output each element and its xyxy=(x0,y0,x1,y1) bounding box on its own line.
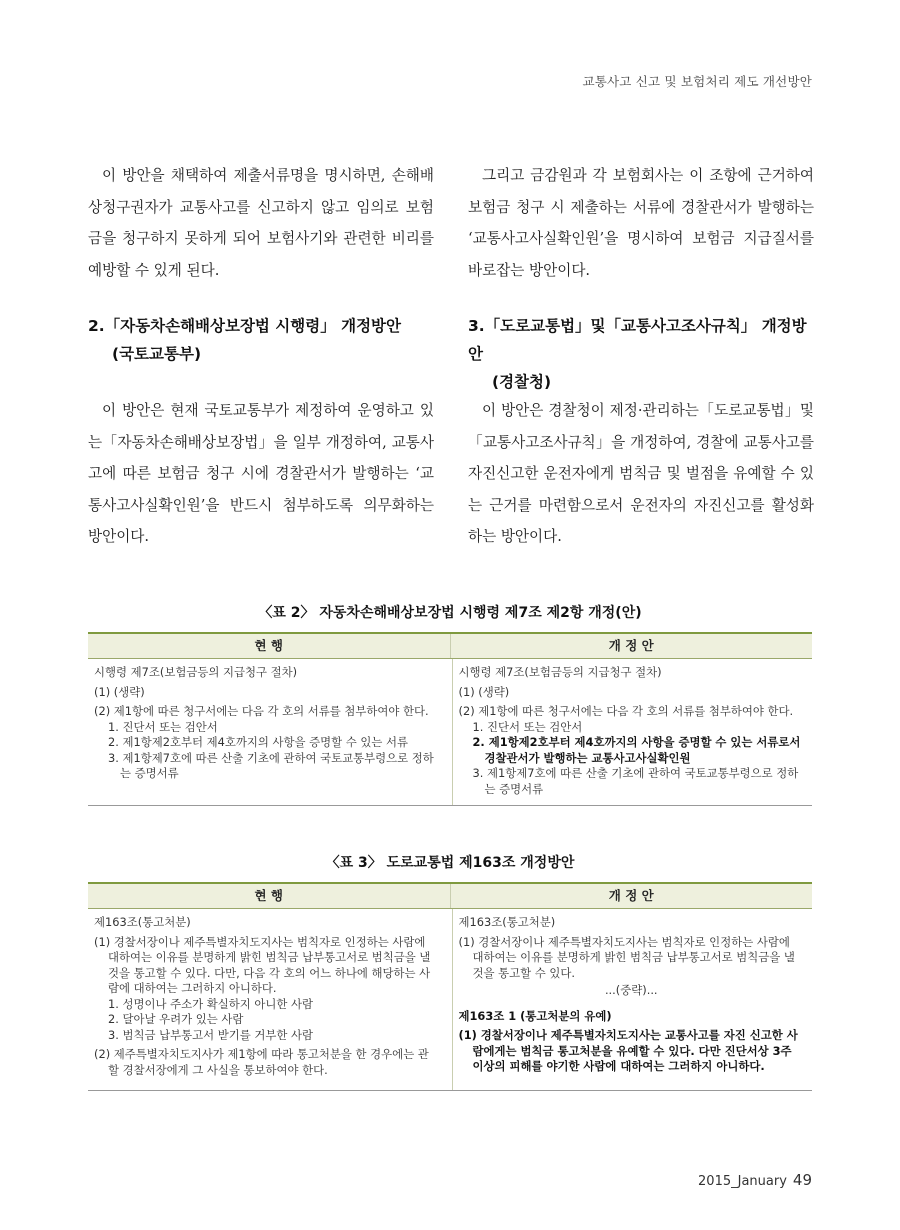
section3-body: 이 방안은 경찰청이 제정·관리하는「도로교통법」및「교통사고조사규칙」을 개정하여, 경찰에 교통사고를 자진신고한 운전자에게 범칙금 및 벌점을 유예할 수 있는 근거를 마련함으로서 운전자의 자진신고를 활성화하는 방안이다. xyxy=(468,402,814,545)
table3-current-s2: 2. 달아날 우려가 있는 사람 xyxy=(108,1012,244,1026)
table2-col-current: 현 행 xyxy=(88,634,451,658)
section2-subtitle: (국토교통부) xyxy=(112,345,202,363)
table2-proposed-s3: 3. 제1항제7호에 따른 산출 기초에 관하여 국토교통부령으로 정하는 증명서류 xyxy=(472,766,799,796)
page-footer xyxy=(698,1170,812,1189)
table2-current-s2: 2. 제1항제2호부터 제4호까지의 사항을 증명할 수 있는 서류 xyxy=(108,735,409,749)
table2-header-row xyxy=(88,634,812,659)
table2-proposed-article: 시행령 제7조(보험금등의 지급청구 절차) xyxy=(458,665,662,679)
table3-body-row xyxy=(88,909,812,1090)
table3-title: 〈표 3〉 도로교통법 제163조 개정방안 xyxy=(325,855,575,871)
intro-left-paragraph: 이 방안을 채택하여 제출서류명을 명시하면, 손해배상청구권자가 교통사고를 신고하지 않고 임의로 보험금을 청구하지 못하게 되어 보험사기와 관련한 비리를 예방할 수 있게 된다. xyxy=(88,167,434,279)
running-header: 교통사고 신고 및 보험처리 제도 개선방안 xyxy=(582,74,812,89)
table3-current-article: 제163조(통고처분) xyxy=(94,915,191,929)
section3-subtitle: (경찰청) xyxy=(492,373,552,391)
table2-body-row xyxy=(88,659,812,805)
intro-right-paragraph: 그리고 금감원과 각 보험회사는 이 조항에 근거하여 보험금 청구 시 제출하는 서류에 경찰관서가 발행하는 ‘교통사고사실확인원’을 명시하여 보험금 지급질서를 바로잡는 방안이다. xyxy=(468,167,814,279)
section2-body: 이 방안은 현재 국토교통부가 제정하여 운영하고 있는「자동차손해배상보장법」을 일부 개정하여, 교통사고에 따른 보험금 청구 시에 경찰관서가 발행하는 ‘교통사고사실확인원’을 반드시 첨부하도록 의무화하는 방안이다. xyxy=(88,402,434,545)
table2-current-article: 시행령 제7조(보험금등의 지급청구 절차) xyxy=(94,665,298,679)
table3-proposed-omit: ...(중략)... xyxy=(604,983,658,997)
table2-proposed-p1: (1) (생략) xyxy=(458,684,510,699)
table3-proposed-p1: (1) 경찰서장이나 제주특별자치도지사는 범칙자로 인정하는 사람에 대하여는 이유를 분명하게 밝힌 범칙금 납부통고서로 범칙금을 낼 것을 통고할 수 있다. xyxy=(458,934,795,980)
table2-current-s1: 1. 진단서 또는 검안서 xyxy=(108,719,218,734)
table2-current-p2: (2) 제1항에 따른 청구서에는 다음 각 호의 서류를 첨부하여야 한다. xyxy=(94,704,429,718)
section3-title: 3.「도로교통법」및「교통사고조사규칙」 개정방안 xyxy=(468,317,807,363)
table2-proposed-p2: (2) 제1항에 따른 청구서에는 다음 각 호의 서류를 첨부하여야 한다. xyxy=(458,704,794,718)
section2-body-column xyxy=(88,395,434,553)
table3-col-current: 현 행 xyxy=(88,884,451,908)
section3-body-column xyxy=(468,395,814,553)
table3-current-s3: 3. 범칙금 납부통고서 받기를 거부한 사람 xyxy=(108,1027,314,1042)
section2-title: 2.「자동차손해배상보장법 시행령」 개정방안 xyxy=(88,317,402,335)
table2-current-p1: (1) (생략) xyxy=(94,684,145,699)
table2-proposed-s2: 2. 제1항제2호부터 제4호까지의 사항을 증명할 수 있는 서류로서 경찰관서가 발행하는 교통사고사실확인원 xyxy=(472,735,801,765)
table3-proposed-new-article: 제163조 1 (통고처분의 유예) xyxy=(458,1008,612,1023)
section2-heading xyxy=(88,312,434,368)
table3-current-p1: (1) 경찰서장이나 제주특별자치도지사는 범칙자로 인정하는 사람에 대하여는 이유를 분명하게 밝힌 범칙금 납부통고서로 범칙금을 낼 것을 통고할 수 있다. 다만, 다음 각 호의 어느 하나에 해당하는 사람에 대하여는 그러하지 아니하다. xyxy=(94,934,431,995)
page-number: 49 xyxy=(792,1171,812,1189)
table2-title: 〈표 2〉 자동차손해배상보장법 시행령 제7조 제2항 개정(안) xyxy=(258,605,642,621)
table2-current-cell xyxy=(88,659,453,805)
table2-current-s3: 3. 제1항제7호에 따른 산출 기초에 관하여 국토교통부령으로 정하는 증명서류 xyxy=(108,750,434,780)
table3-current-p2: (2) 제주특별자치도지사가 제1항에 따라 통고처분을 한 경우에는 관할 경찰서장에게 그 사실을 통보하여야 한다. xyxy=(94,1047,429,1077)
intro-left-column xyxy=(88,160,434,286)
table3-header-row xyxy=(88,884,812,909)
table2 xyxy=(88,632,812,806)
intro-right-column xyxy=(468,160,814,286)
table2-col-proposed: 개 정 안 xyxy=(608,638,654,653)
section3-heading xyxy=(468,312,814,396)
footer-issue: 2015_January xyxy=(698,1174,787,1189)
table3-current-s1: 1. 성명이나 주소가 확실하지 아니한 사람 xyxy=(108,996,314,1011)
table3-proposed-new-p1: (1) 경찰서장이나 제주특별자치도지사는 교통사고를 자진 신고한 사람에게는 범칙금 통고처분을 유예할 수 있다. 다만 진단서상 3주 이상의 피해를 야기한 사람에 대하여는 그러하지 아니하다. xyxy=(458,1028,798,1073)
table3 xyxy=(88,882,812,1091)
table3-col-proposed: 개 정 안 xyxy=(608,888,654,903)
table3-current-cell xyxy=(88,909,453,1090)
table3-proposed-article: 제163조(통고처분) xyxy=(458,915,556,929)
table3-proposed-cell xyxy=(453,909,813,1090)
table2-proposed-cell xyxy=(453,659,813,805)
table2-proposed-s1: 1. 진단서 또는 검안서 xyxy=(472,719,583,734)
